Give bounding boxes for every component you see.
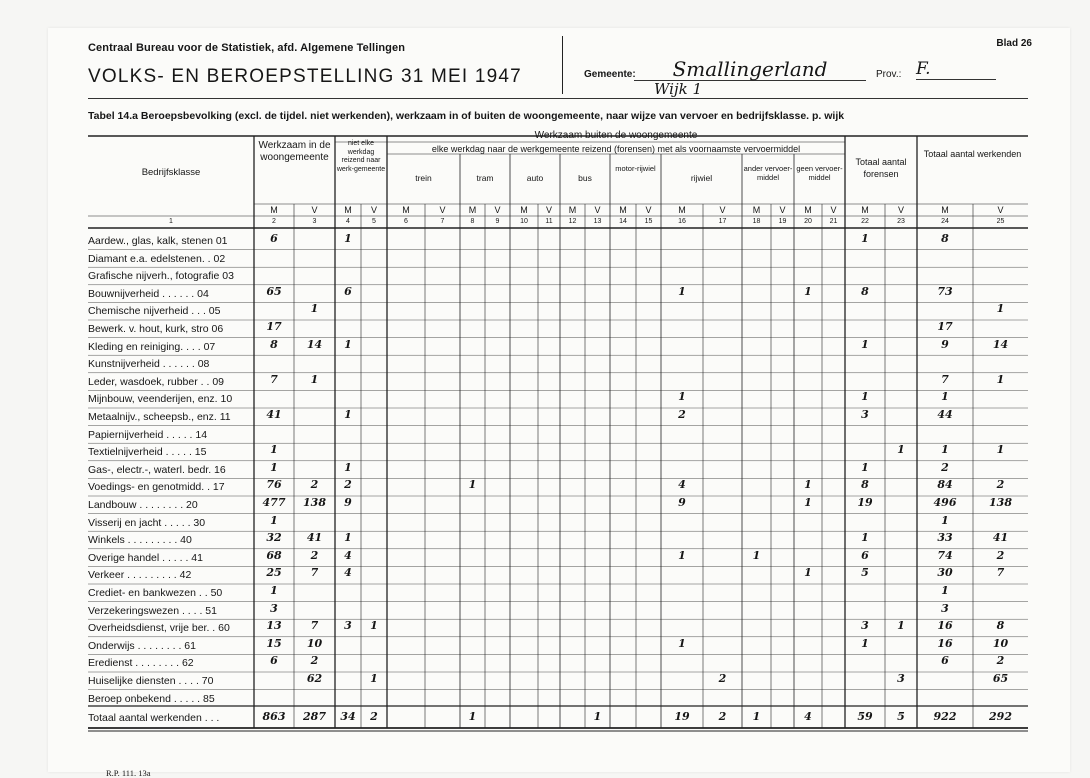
cell-value: 4 xyxy=(344,548,352,562)
total-value: 863 xyxy=(262,710,286,723)
cell-value: 15 xyxy=(266,636,282,650)
header-v: V xyxy=(370,205,377,215)
column-number: 12 xyxy=(568,218,577,225)
header-v: V xyxy=(311,205,318,215)
cell-value: 1 xyxy=(941,584,949,597)
cell-value: 2 xyxy=(996,654,1005,668)
cell-value: 6 xyxy=(270,654,278,668)
cell-value: 8 xyxy=(996,619,1005,633)
column-number: 20 xyxy=(804,218,812,225)
header-bus: bus xyxy=(578,173,592,183)
row-label: Crediet- en bankwezen . . 50 xyxy=(88,587,223,599)
header-auto: auto xyxy=(526,173,544,183)
form-code: R.P. 111. 13a xyxy=(106,768,151,778)
cell-value: 1 xyxy=(310,372,319,386)
cell-value: 1 xyxy=(678,548,686,562)
row-label: Metaalnijv., scheepsb., enz. 11 xyxy=(88,411,231,423)
total-value: 59 xyxy=(857,710,873,723)
row-label: Mijnbouw, veenderijen, enz. 10 xyxy=(88,393,233,406)
cell-value: 1 xyxy=(861,390,869,404)
cell-value: 1 xyxy=(996,372,1005,386)
column-number: 25 xyxy=(996,218,1005,225)
row-label: Verzekeringswezen . . . . 51 xyxy=(88,604,217,617)
cell-value: 2 xyxy=(718,672,727,685)
row-label: Textielnijverheid . . . . . 15 xyxy=(88,446,207,459)
column-number: 17 xyxy=(718,218,727,225)
header-m: M xyxy=(402,205,410,215)
cell-value: 1 xyxy=(861,531,869,545)
header-v: V xyxy=(779,205,786,215)
cell-value: 2 xyxy=(996,548,1005,562)
total-value: 2 xyxy=(718,710,727,723)
cell-value: 8 xyxy=(861,478,869,492)
header-rijwiel: rijwiel xyxy=(690,173,713,183)
header-v: V xyxy=(830,205,837,215)
header-motor: motor-rijwiel xyxy=(615,164,656,173)
column-number: 18 xyxy=(752,218,761,225)
cell-value: 4 xyxy=(344,566,352,580)
header-ander: ander vervoer-middel xyxy=(743,164,793,182)
column-number: 5 xyxy=(372,218,376,225)
cell-value: 16 xyxy=(937,636,953,650)
header-elke: elke werkdag naar de werkgemeente reizend (forensen) met als voornaamste vervoermiddel xyxy=(431,144,801,154)
cell-value: 138 xyxy=(303,496,326,509)
column-number: 19 xyxy=(778,218,787,225)
cell-value: 496 xyxy=(933,496,957,509)
wijk-value: Wijk 1 xyxy=(654,80,703,98)
header-buiten: Werkzaam buiten de woongemeente xyxy=(534,130,698,141)
cell-value: 2 xyxy=(310,548,319,562)
row-label: Kleding en reiniging. . . . 07 xyxy=(88,340,216,353)
cell-value: 41 xyxy=(992,531,1009,545)
cell-value: 1 xyxy=(861,232,869,245)
cell-value: 13 xyxy=(266,619,282,633)
cell-value: 8 xyxy=(941,232,949,245)
column-number: 11 xyxy=(545,218,553,225)
row-label: Huiselijke diensten . . . . 70 xyxy=(88,675,214,687)
cell-value: 1 xyxy=(861,337,869,351)
cell-value: 9 xyxy=(344,496,352,509)
cell-value: 73 xyxy=(937,284,953,298)
cell-value: 25 xyxy=(266,566,282,580)
header-m: M xyxy=(344,205,352,215)
header-tram: tram xyxy=(476,173,494,183)
cell-value: 65 xyxy=(266,284,282,298)
cell-value: 1 xyxy=(344,408,352,421)
row-label: Gas-, electr.-, waterl. bedr. 16 xyxy=(88,463,226,476)
header-v: V xyxy=(594,205,601,215)
header-v: V xyxy=(897,205,904,215)
cell-value: 4 xyxy=(678,478,686,492)
cell-value: 76 xyxy=(266,478,282,492)
total-value: 19 xyxy=(674,710,690,723)
blad-label: Blad xyxy=(996,38,1019,49)
row-label: Kunstnijverheid . . . . . . 08 xyxy=(88,358,210,371)
header-m: M xyxy=(568,205,577,215)
cell-value: 9 xyxy=(941,337,949,351)
cell-value: 138 xyxy=(989,496,1012,509)
total-value: 292 xyxy=(989,710,1012,723)
header-v: V xyxy=(645,205,652,215)
column-number: 24 xyxy=(941,218,949,225)
cell-value: 8 xyxy=(270,337,278,351)
cell-value: 1 xyxy=(270,513,278,527)
cell-value: 7 xyxy=(310,619,319,633)
caption-tail: bedrijfsklasse. xyxy=(736,110,810,122)
row-label: Leder, wasdoek, rubber . . 09 xyxy=(88,375,225,388)
total-value: 1 xyxy=(752,710,761,723)
header-bedrijfsklasse: Bedrijfsklasse xyxy=(141,167,201,178)
header-m: M xyxy=(941,205,949,215)
cell-value: 3 xyxy=(861,619,869,633)
form-title: VOLKS- EN BEROEPSTELLING 31 MEI 1947 xyxy=(88,66,522,87)
cell-value: 17 xyxy=(266,320,282,333)
header-geen: geen vervoer-middel xyxy=(796,164,843,182)
row-label: Aardew., glas, kalk, stenen 01 xyxy=(88,235,228,247)
cell-value: 62 xyxy=(306,672,323,685)
cell-value: 1 xyxy=(370,619,378,633)
column-number: 3 xyxy=(312,218,317,225)
column-number: 16 xyxy=(678,218,686,225)
cell-value: 1 xyxy=(468,478,477,492)
cell-value: 1 xyxy=(678,390,686,404)
cell-value: 41 xyxy=(266,408,282,421)
cell-value: 17 xyxy=(937,320,953,333)
column-number: 14 xyxy=(619,218,627,225)
row-label: Beroep onbekend . . . . . 85 xyxy=(88,692,215,705)
cell-value: 1 xyxy=(344,531,352,545)
cell-value: 1 xyxy=(861,460,869,474)
column-number: 7 xyxy=(440,218,445,225)
gemeente-value: Smallingerland xyxy=(634,58,866,81)
header-v: V xyxy=(545,205,552,215)
column-number: 9 xyxy=(495,218,500,225)
total-value: 287 xyxy=(303,710,326,723)
header-m: M xyxy=(678,205,686,215)
cell-value: 10 xyxy=(992,636,1009,650)
cell-value: 1 xyxy=(344,337,352,351)
blad-value: 26 xyxy=(1020,38,1032,49)
header-m: M xyxy=(861,205,869,215)
cell-value: 1 xyxy=(861,636,869,650)
cell-value: 6 xyxy=(270,232,278,245)
cell-value: 32 xyxy=(266,531,282,545)
column-number: 13 xyxy=(593,218,602,225)
cell-value: 1 xyxy=(804,566,812,580)
cell-value: 1 xyxy=(678,284,686,298)
column-number: 8 xyxy=(470,218,475,225)
cell-value: 7 xyxy=(310,566,319,580)
cell-value: 1 xyxy=(804,284,812,298)
cell-value: 5 xyxy=(861,566,869,580)
cell-value: 3 xyxy=(941,601,949,615)
cell-value: 477 xyxy=(262,496,286,509)
column-number: 15 xyxy=(644,218,653,225)
header-m: M xyxy=(804,205,812,215)
caption-en: en xyxy=(720,110,734,122)
cell-value: 2 xyxy=(310,654,319,668)
row-label: Bewerk. v. hout, kurk, stro 06 xyxy=(88,323,224,335)
cell-value: 7 xyxy=(996,566,1005,580)
column-number: 22 xyxy=(861,218,869,225)
cell-value: 9 xyxy=(678,496,686,509)
row-label: Bouwnijverheid . . . . . . 04 xyxy=(88,287,209,300)
cell-value: 1 xyxy=(996,443,1005,457)
total-value: 1 xyxy=(468,710,477,723)
cell-value: 7 xyxy=(941,372,949,386)
cell-value: 1 xyxy=(270,443,278,457)
header-v: V xyxy=(439,205,446,215)
cell-value: 1 xyxy=(897,619,905,633)
tabel-number: Tabel 14.a xyxy=(88,110,138,122)
total-value: 5 xyxy=(897,710,905,723)
cell-value: 1 xyxy=(804,496,812,509)
header-trein: trein xyxy=(415,173,432,183)
header-niet-elke: niet elke werkdag reizend naar werk-gemeente xyxy=(336,140,386,173)
cell-value: 74 xyxy=(937,548,953,562)
cell-value: 3 xyxy=(344,619,352,633)
column-number: 2 xyxy=(272,218,276,225)
cell-value: 68 xyxy=(266,548,282,562)
cell-value: 1 xyxy=(941,513,949,527)
caption-text: Beroepsbevolking (excl. de tijdel. niet werkenden), werkzaam in of buiten de woongemeente, naar wijze van vervoer xyxy=(140,110,719,122)
header-werkzaam-in: Werkzaam in de woongemeente xyxy=(258,140,331,163)
cell-value: 3 xyxy=(897,672,905,685)
cell-value: 16 xyxy=(937,619,953,633)
row-label: Overheidsdienst, vrije ber. . 60 xyxy=(88,622,230,635)
header-m: M xyxy=(520,205,528,215)
column-number: 21 xyxy=(829,218,838,225)
cell-value: 1 xyxy=(897,443,905,457)
row-label: Chemische nijverheid . . . 05 xyxy=(88,305,221,318)
cell-value: 65 xyxy=(992,672,1009,685)
cell-value: 2 xyxy=(996,478,1005,492)
cell-value: 1 xyxy=(270,584,278,597)
cell-value: 1 xyxy=(344,232,352,245)
cell-value: 1 xyxy=(270,460,278,474)
row-label: Landbouw . . . . . . . . 20 xyxy=(88,499,198,511)
cell-value: 1 xyxy=(941,443,949,457)
cell-value: 84 xyxy=(937,478,953,492)
header-m: M xyxy=(619,205,627,215)
cell-value: 3 xyxy=(270,601,278,615)
row-label: Diamant e.a. edelstenen. . 02 xyxy=(88,252,226,265)
row-label: Grafische nijverh., fotografie 03 xyxy=(88,270,234,283)
cell-value: 41 xyxy=(306,531,323,545)
total-value: 34 xyxy=(340,710,356,723)
row-label: Onderwijs . . . . . . . . 61 xyxy=(88,639,196,652)
cell-value: 44 xyxy=(937,408,953,421)
header-m: M xyxy=(752,205,761,215)
cell-value: 1 xyxy=(804,478,812,492)
cell-value: 1 xyxy=(370,672,378,685)
row-label: Overige handel . . . . . 41 xyxy=(88,551,203,564)
cell-value: 6 xyxy=(861,548,869,562)
cell-value: 2 xyxy=(678,408,686,421)
cell-value: 19 xyxy=(857,496,873,509)
header-v: V xyxy=(494,205,501,215)
cell-value: 7 xyxy=(270,372,278,386)
cell-value: 1 xyxy=(752,548,761,562)
cell-value: 2 xyxy=(344,478,352,492)
cell-value: 8 xyxy=(861,284,869,298)
gemeente-label: Gemeente: xyxy=(584,69,636,80)
cell-value: 1 xyxy=(996,302,1005,316)
total-value: 4 xyxy=(804,710,812,723)
header-v: V xyxy=(997,205,1004,215)
row-label: Voedings- en genotmidd. . 17 xyxy=(88,481,225,494)
header-totaal-werkenden: Totaal aantal werkenden xyxy=(923,149,1022,159)
column-number: 10 xyxy=(520,218,528,225)
cell-value: 1 xyxy=(310,302,319,316)
total-label: Totaal aantal werkenden . . . xyxy=(88,712,220,724)
census-form xyxy=(48,28,1070,778)
row-label: Papiernijverheid . . . . . 14 xyxy=(88,428,208,441)
cell-value: 6 xyxy=(344,284,352,298)
cell-value: 1 xyxy=(678,636,686,650)
cell-value: 30 xyxy=(937,566,953,580)
column-number: 23 xyxy=(897,218,905,225)
cell-value: 14 xyxy=(306,337,323,351)
caption-note: p. wijk xyxy=(812,110,845,122)
cell-value: 1 xyxy=(344,460,352,474)
cell-value: 6 xyxy=(941,654,949,668)
cell-value: 2 xyxy=(941,460,949,474)
row-label: Visserij en jacht . . . . . 30 xyxy=(88,516,206,529)
row-label: Eredienst . . . . . . . . 62 xyxy=(88,657,194,670)
cell-value: 33 xyxy=(937,531,953,545)
column-number: 6 xyxy=(404,218,408,225)
header-v: V xyxy=(719,205,726,215)
organization-name: Centraal Bureau voor de Statistiek, afd. Algemene Tellingen xyxy=(88,42,406,54)
cell-value: 14 xyxy=(992,337,1009,351)
cell-value: 1 xyxy=(941,390,949,404)
cell-value: 3 xyxy=(861,408,869,421)
column-number: 1 xyxy=(169,218,173,225)
province-label: Prov.: xyxy=(876,69,902,80)
header-m: M xyxy=(468,205,477,215)
column-number: 4 xyxy=(346,218,350,225)
province-value: F. xyxy=(916,59,996,80)
total-value: 1 xyxy=(593,710,602,723)
row-label: Winkels . . . . . . . . . 40 xyxy=(88,534,192,547)
total-value: 922 xyxy=(933,710,957,723)
cell-value: 2 xyxy=(310,478,319,492)
header-totaal-forensen: Totaal aantal forensen xyxy=(855,157,907,179)
cell-value: 10 xyxy=(306,636,323,650)
row-label: Verkeer . . . . . . . . . 42 xyxy=(88,569,192,582)
total-value: 2 xyxy=(370,710,378,723)
header-m: M xyxy=(270,205,278,215)
